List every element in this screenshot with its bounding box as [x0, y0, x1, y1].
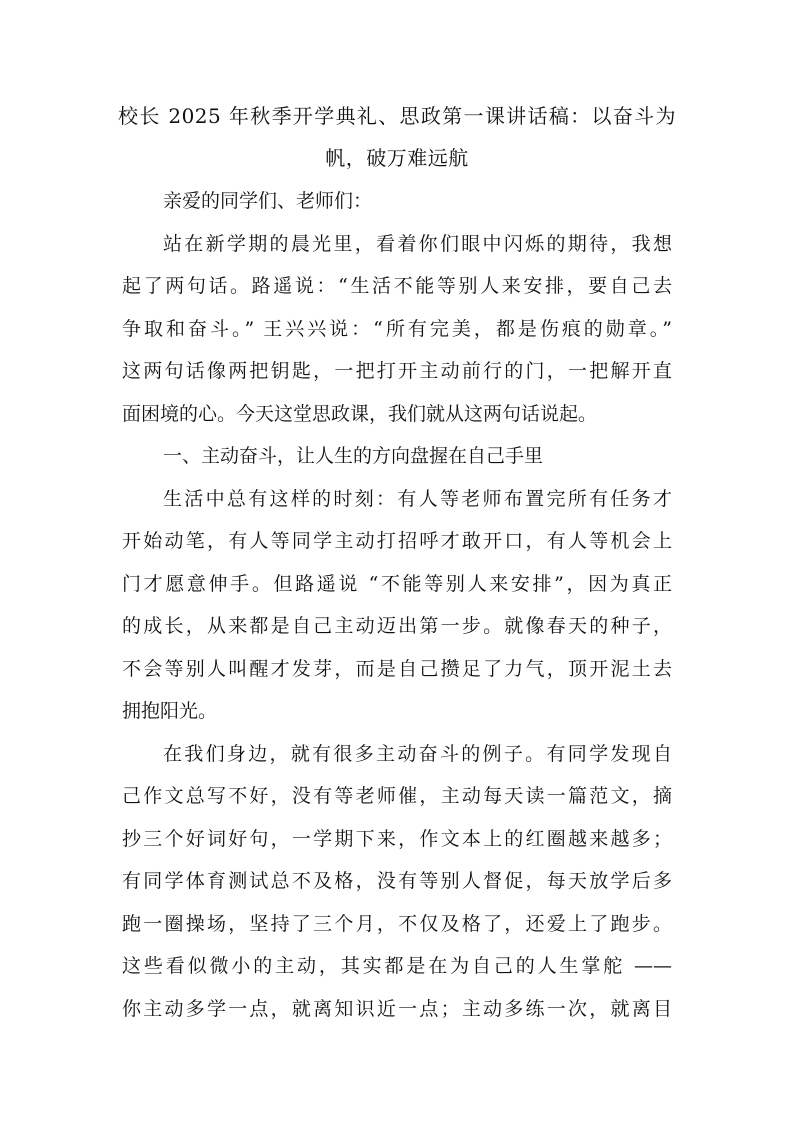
paragraph-2-line-3: 门才愿意伸手。但路遥说 “不能等别人来安排”，因为真正 — [122, 572, 672, 595]
paragraph-3-line-4: 有同学体育测试总不及格，没有等别人督促，每天放学后多 — [122, 870, 672, 892]
paragraph-2-line-2: 开始动笔，有人等同学主动打招呼才敢开口，有人等机会上 — [122, 530, 672, 552]
section-heading-1: 一、主动奋斗，让人生的方向盘握在自己手里 — [163, 445, 544, 467]
document-body — [122, 180, 672, 1030]
paragraph-1-line-1: 站在新学期的晨光里，看着你们眼中闪烁的期待，我想 — [163, 232, 672, 255]
paragraph-3-line-1: 在我们身边，就有很多主动奋斗的例子。有同学发现自 — [163, 742, 672, 765]
paragraph-3-line-6: 这些看似微小的主动，其实都是在为自己的人生掌舵 —— — [122, 955, 672, 977]
paragraph-1-line-5: 面困境的心。今天这堂思政课，我们就从这两句话说起。 — [122, 402, 598, 425]
paragraph-3-line-3: 抄三个好词好句，一学期下来，作文本上的红圈越来越多； — [122, 827, 672, 850]
salutation: 亲爱的同学们、老师们： — [163, 190, 373, 212]
paragraph-2-line-4: 的成长，从来都是自己主动迈出第一步。就像春天的种子， — [122, 615, 672, 637]
paragraph-1-line-2: 起了两句话。路遥说：“生活不能等别人来安排，要自己去 — [122, 275, 672, 297]
paragraph-2-line-1: 生活中总有这样的时刻：有人等老师布置完所有任务才 — [163, 487, 672, 510]
paragraph-2-line-5: 不会等别人叫醒才发芽，而是自己攒足了力气，顶开泥土去 — [122, 657, 672, 680]
paragraph-1-line-4: 这两句话像两把钥匙，一把打开主动前行的门，一把解开直 — [122, 360, 672, 382]
paragraph-1-line-3: 争取和奋斗。” 王兴兴说：“所有完美，都是伤痕的勋章。” — [122, 317, 672, 340]
paragraph-3-line-5: 跑一圈操场，坚持了三个月，不仅及格了，还爱上了跑步。 — [122, 912, 672, 935]
paragraph-3-line-2: 己作文总写不好，没有等老师催，主动每天读一篇范文，摘 — [122, 785, 672, 807]
document-title-line-1: 校长 2025 年秋季开学典礼、思政第一课讲话稿：以奋斗为 — [118, 104, 676, 128]
document-title-line-2: 帆，破万难远航 — [325, 146, 469, 170]
paragraph-2-line-6: 拥抱阳光。 — [122, 700, 218, 722]
paragraph-3-line-7: 你主动多学一点，就离知识近一点；主动多练一次，就离目 — [122, 997, 672, 1020]
